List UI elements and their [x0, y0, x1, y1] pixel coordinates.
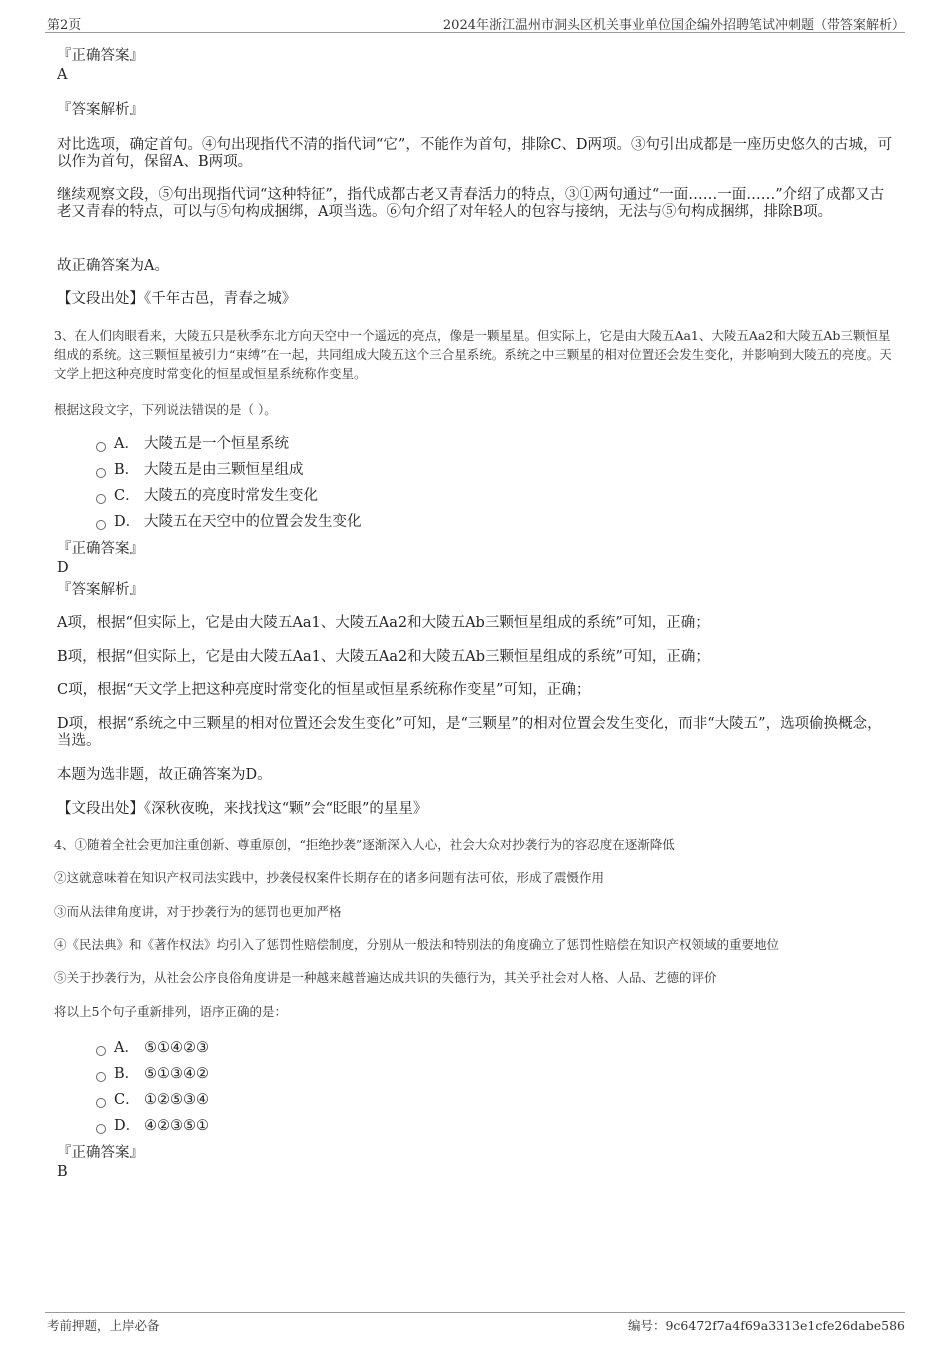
- document-id: 编号：9c6472f7a4f69a3313e1cfe26dabe586: [627, 1318, 905, 1333]
- q4-option-c[interactable]: C． ①②⑤③④: [96, 1091, 209, 1109]
- document-title: 2024年浙江温州市洞头区机关事业单位国企编外招聘笔试冲刺题（带答案解析）: [442, 18, 905, 33]
- radio-icon[interactable]: [96, 1124, 106, 1134]
- page-header: [45, 14, 905, 33]
- q4-option-a[interactable]: A． ⑤①④②③: [96, 1039, 209, 1057]
- q3-option-b[interactable]: B． 大陵五是由三颗恒星组成: [96, 461, 304, 479]
- radio-icon[interactable]: [96, 1072, 106, 1082]
- q4-answer-label: 『正确答案』: [57, 1145, 144, 1161]
- q3-answer: D: [57, 560, 69, 576]
- q4-option-b[interactable]: B． ⑤①③④②: [96, 1065, 209, 1083]
- q4-sentence: ②这就意味着在知识产权司法实践中，抄袭侵权案件长期存在的诸多问题有法可依，形成了震慑作用: [54, 870, 605, 885]
- radio-icon[interactable]: [96, 442, 106, 452]
- radio-icon[interactable]: [96, 494, 106, 504]
- q3-option-c[interactable]: C． 大陵五的亮度时常发生变化: [96, 487, 318, 505]
- q4-sentence: 4、①随着全社会更加注重创新、尊重原创，“拒绝抄袭”逐渐深入人心，社会大众对抄袭行为的容忍度在逐渐降低: [54, 837, 675, 852]
- q3-source: 【文段出处】《深秋夜晚，来找找这“颗”会“眨眼”的星星》: [57, 801, 428, 817]
- q4-sentence: ④《民法典》和《著作权法》均引入了惩罚性赔偿制度，分别从一般法和特别法的角度确立了惩罚性赔偿在知识产权领域的重要地位: [54, 937, 780, 952]
- q2-analysis-label: 『答案解析』: [57, 102, 144, 118]
- q3-analysis-paragraph: D项，根据“系统之中三颗星的相对位置还会发生变化”可知，是“三颗星”的相对位置会发生变化，而非“大陵五”，选项偷换概念，当选。: [57, 716, 882, 749]
- q4-sentence: ③而从法律角度讲，对于抄袭行为的惩罚也更加严格: [54, 904, 342, 919]
- q4-sentence: ⑤关于抄袭行为，从社会公序良俗角度讲是一种越来越普遍达成共识的失德行为，其关乎社会对人格、人品、艺德的评价: [54, 970, 717, 985]
- page-footer: [45, 1312, 905, 1335]
- radio-icon[interactable]: [96, 520, 106, 530]
- q4-option-d[interactable]: D． ④②③⑤①: [96, 1117, 209, 1135]
- q3-option-a[interactable]: A． 大陵五是一个恒星系统: [96, 435, 289, 453]
- q3-analysis-paragraph: B项，根据“但实际上，它是由大陵五Aa1、大陵五Aa2和大陵五Ab三颗恒星组成的系统”可知，正确；: [57, 649, 710, 665]
- q3-prompt: 根据这段文字，下列说法错误的是（ ）。: [54, 402, 277, 417]
- q3-analysis-label: 『答案解析』: [57, 582, 144, 598]
- q2-answer: A: [57, 67, 68, 83]
- q4-prompt: 将以上5个句子重新排列，语序正确的是：: [54, 1004, 287, 1019]
- q2-analysis-paragraph: 对比选项，确定首句。④句出现指代不清的指代词“它”，不能作为首句，排除C、D两项。③句引出成都是一座历史悠久的古城，可以作为首句，保留A、B两项。: [57, 137, 893, 170]
- q3-stem: 3、在人们肉眼看来，大陵五只是秋季东北方向天空中一个遥远的亮点，像是一颗星星。但实际上，它是由大陵五Aa1、大陵五Aa2和大陵五Ab三颗恒星组成的系统。这三颗恒星被引力“束缚”在一起，共同组成大陵五这个三合星系统。系统之中三颗星的相对位置还会发生变化，并影响到大陵五的亮度。天文学上把这种亮度时常变化的恒星或恒星系统称作变星。: [54, 328, 892, 381]
- radio-icon[interactable]: [96, 1098, 106, 1108]
- q2-analysis-paragraph: 继续观察文段，⑤句出现指代词“这种特征”，指代成都古老又青春活力的特点，③①两句通过“一面……一面……”介绍了成都又古老又青春的特点，可以与⑤句构成捆绑，A项当选。⑥句介绍了对年轻人的包容与接纳，无法与⑤句构成捆绑，排除B项。: [57, 187, 885, 220]
- q2-source: 【文段出处】《千年古邑，青春之城》: [57, 291, 297, 307]
- q4-answer: B: [57, 1164, 68, 1180]
- page-number: 第2页: [47, 18, 82, 33]
- q3-option-d[interactable]: D． 大陵五在天空中的位置会发生变化: [96, 513, 362, 531]
- radio-icon[interactable]: [96, 468, 106, 478]
- q2-analysis-conclusion: 故正确答案为A。: [57, 258, 169, 274]
- q3-answer-label: 『正确答案』: [57, 541, 144, 557]
- radio-icon[interactable]: [96, 1046, 106, 1056]
- q3-analysis-paragraph: A项，根据“但实际上，它是由大陵五Aa1、大陵五Aa2和大陵五Ab三颗恒星组成的系统”可知，正确；: [57, 615, 710, 631]
- q3-analysis-paragraph: C项，根据“天文学上把这种亮度时常变化的恒星或恒星系统称作变星”可知，正确；: [57, 682, 591, 698]
- q3-analysis-conclusion: 本题为选非题，故正确答案为D。: [57, 767, 272, 783]
- q2-answer-label: 『正确答案』: [57, 48, 144, 64]
- footer-slogan: 考前押题，上岸必备: [47, 1318, 160, 1333]
